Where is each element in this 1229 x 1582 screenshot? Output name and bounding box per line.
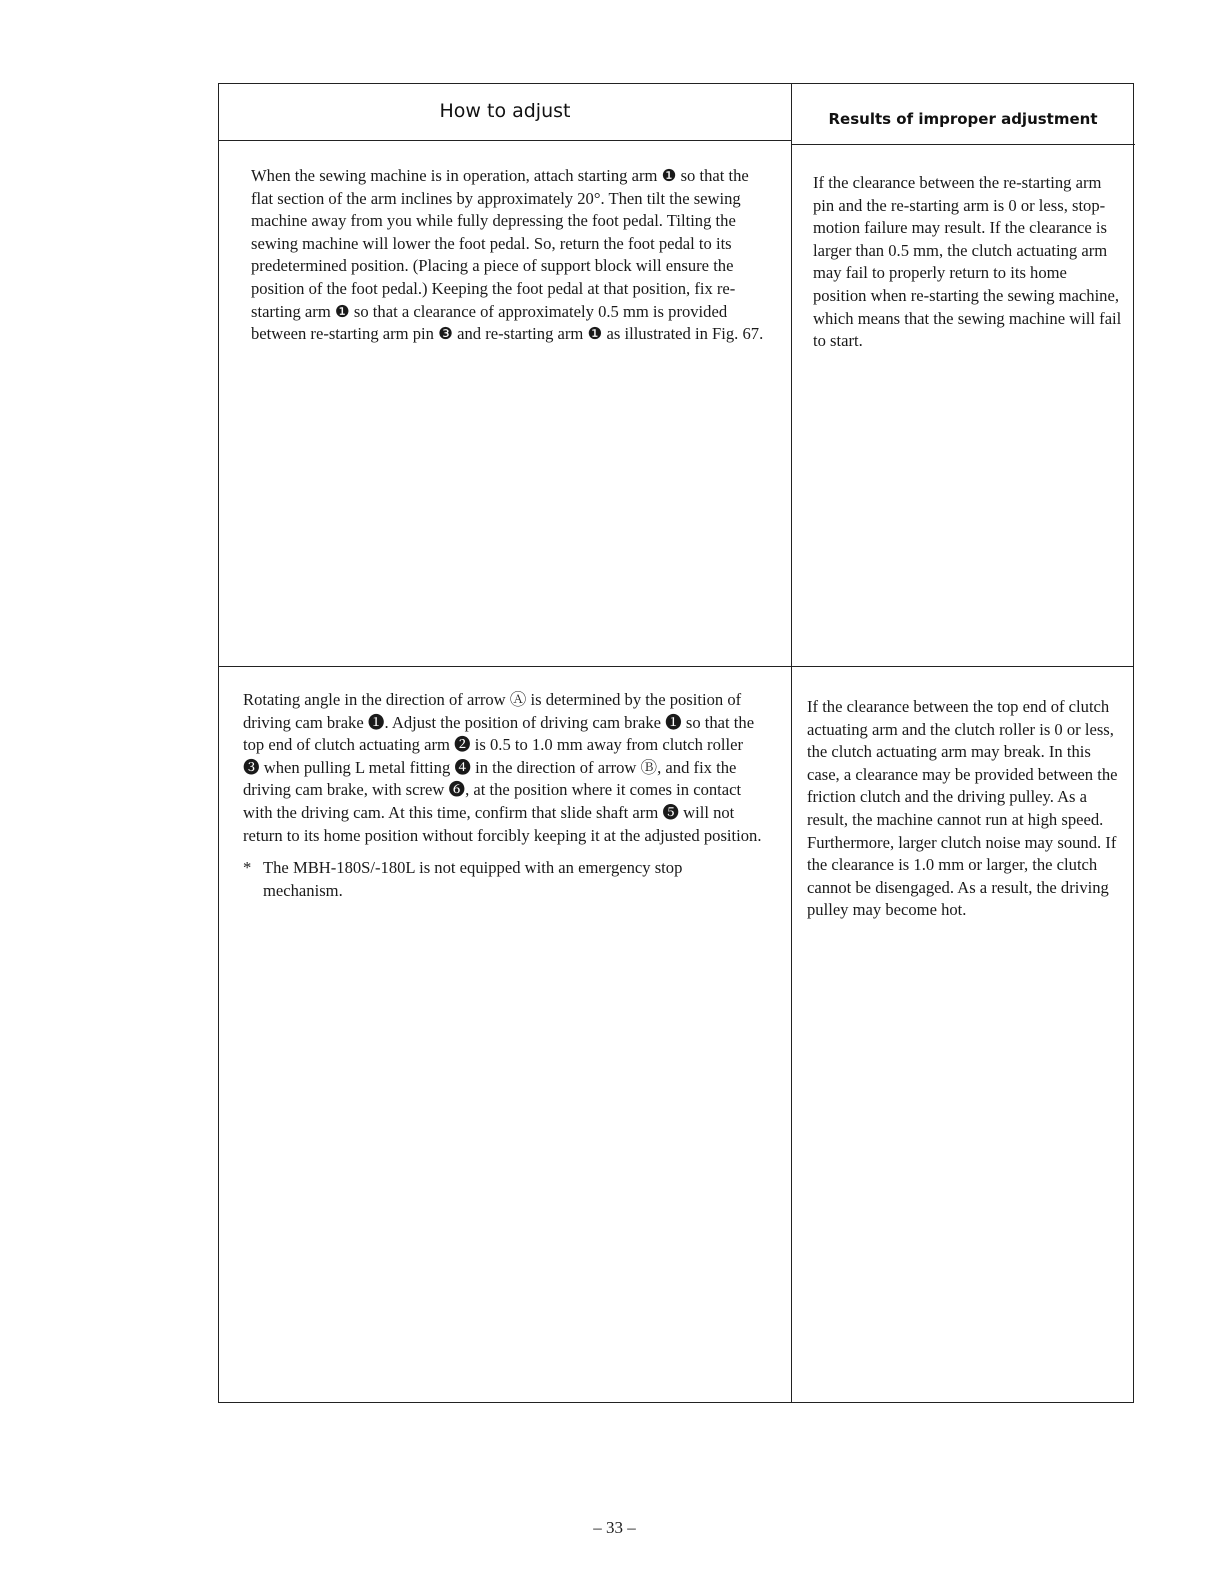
row2-result-text: If the clearance between the top end of clutch actuating arm and the clutch roller is 0 or less, the clutch actuating arm may break. In this case, a clearance may be provided between the friction clutch and the driving pulley. As a result, the machine cannot run at high speed. Furthermore, larger clutch noise may sound. If the clearance is 1.0 mm or larger, the clutch cannot be disengaged. As a result, the driving pulley may become hot. xyxy=(807,697,1118,920)
row2-note xyxy=(243,857,763,902)
page-number: – 33 – xyxy=(593,1518,636,1537)
adjustment-table xyxy=(218,83,1134,1403)
header-how-to-adjust: How to adjust xyxy=(439,100,571,122)
row2-result-cell xyxy=(807,696,1123,922)
row2-adjust-cell xyxy=(243,689,763,902)
row1-adjust-text: When the sewing machine is in operation, attach starting arm ❶ so that the flat section of the arm inclines by approximately 20°. Then tilt the sewing machine away from you while fully depressing the foot pedal. Tilting the sewing machine will lower the foot pedal. So, return the foot pedal to its predetermined position. (Placing a piece of support block will ensure the position of the foot pedal.) Keeping the foot pedal at that position, fix re-starting arm ❶ so that a clearance of approximately 0.5 mm is provided between re-starting arm pin ❸ and re-starting arm ❶ as illustrated in Fig. 67. xyxy=(251,166,764,344)
header-rule-right xyxy=(791,144,1135,145)
header-results: Results of improper adjustment xyxy=(828,110,1098,128)
note-asterisk: * xyxy=(243,858,252,878)
row1-adjust-cell xyxy=(251,165,771,346)
note-text: The MBH-180S/-180L is not equipped with an emergency stop mechanism. xyxy=(263,858,683,900)
row2-adjust-text: Rotating angle in the direction of arrow Ⓐ is determined by the position of driving cam brake ❶. Adjust the position of driving cam brake ❶ so that the top end of clutch actuating arm ❷ is 0.5 to 1.0 mm away from clutch roller ❸ when pulling L metal fitting ❹ in the direction of arrow Ⓑ, and fix the driving cam brake, with screw ❻, at the position where it comes in contact with the driving cam. At this time, confirm that slide shaft arm ❺ will not return to its home position without forcibly keeping it at the adjusted position. xyxy=(243,690,762,845)
row-divider xyxy=(219,666,1133,667)
row1-result-cell xyxy=(813,172,1123,353)
row1-result-text: If the clearance between the re-starting arm pin and the re-starting arm is 0 or less, stop-motion failure may result. If the clearance is larger than 0.5 mm, the clutch actuating arm may fail to properly return to its home position when re-starting the sewing machine, which means that the sewing machine will fail to start. xyxy=(813,173,1122,351)
column-divider xyxy=(791,84,792,1402)
header-rule-left xyxy=(219,140,791,141)
